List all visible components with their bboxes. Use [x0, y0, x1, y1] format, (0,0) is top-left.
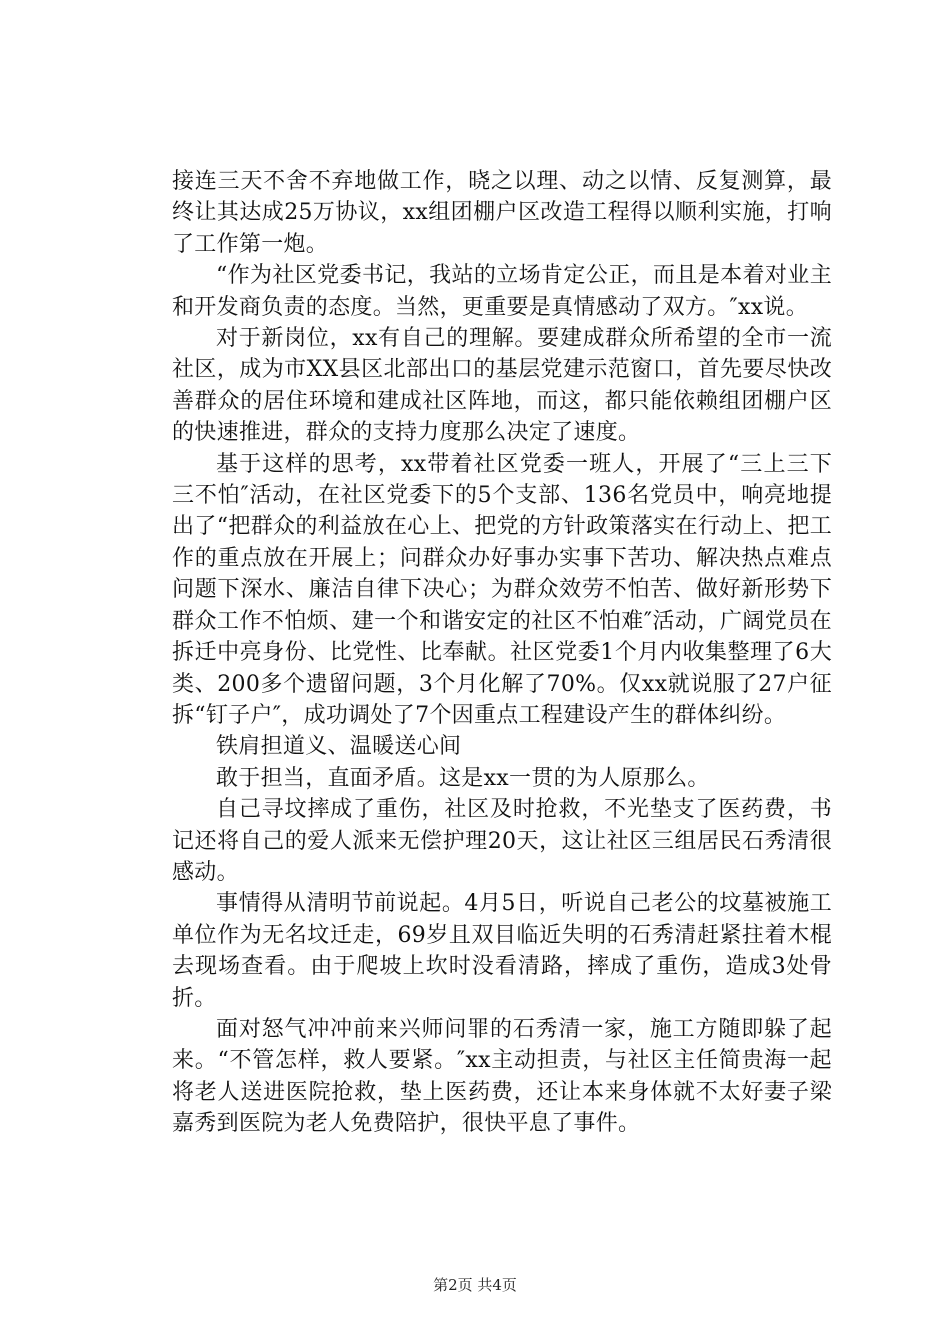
paragraph-3: 对于新岗位，xx有自己的理解。要建成群众所希望的全市一流社区，成为市XX县区北部出口的基层党建示范窗口，首先要尽快改善群众的居住环境和建成社区阵地，而这，都只能依赖组团棚户区的快速推进，群众的支持力度那么决定了速度。	[172, 326, 832, 446]
paragraph-7: 自己寻坟摔成了重伤，社区及时抢救，不光垫支了医药费，书记还将自己的爱人派来无偿护理20天，这让社区三组居民石秀清很感动。	[172, 797, 832, 885]
paragraph-8: 事情得从清明节前说起。4月5日，听说自己老公的坟墓被施工单位作为无名坟迁走，69岁且双目临近失明的石秀清赶紧拄着木棍去现场查看。由于爬坡上坎时没看清路，摔成了重伤，造成3处骨折。	[172, 891, 832, 1011]
paragraph-2: “作为社区党委书记，我站的立场肯定公正，而且是本着对业主和开发商负责的态度。当然，更重要是真情感动了双方。″xx说。	[172, 263, 832, 320]
paragraph-4: 基于这样的思考，xx带着社区党委一班人，开展了“三上三下三不怕″活动，在社区党委下的5个支部、136名党员中，响亮地提出了“把群众的利益放在心上、把党的方针政策落实在行动上、把工作的重点放在开展上；问群众办好事办实事下苦功、解决热点难点问题下深水、廉洁自律下决心；为群众效劳不怕苦、做好新形势下群众工作不怕烦、建一个和谐安定的社区不怕难″活动，广阔党员在拆迁中亮身份、比党性、比奉献。社区党委1个月内收集整理了6大类、200多个遗留问题，3个月化解了70%。仅xx就说服了27户征拆“钉子户″，成功调处了7个因重点工程建设产生的群体纠纷。	[172, 451, 832, 728]
section-heading: 铁肩担道义、温暖送心间	[216, 734, 462, 760]
document-body	[172, 166, 832, 1140]
paragraph-1: 接连三天不舍不弃地做工作，晓之以理、动之以情、反复测算，最终让其达成25万协议，xx组团棚户区改造工程得以顺利实施，打响了工作第一炮。	[172, 169, 832, 257]
page-number-footer: 第2页 共4页	[433, 1276, 517, 1294]
paragraph-9: 面对怒气冲冲前来兴师问罪的石秀清一家，施工方随即躲了起来。“不管怎样，救人要紧。″xx主动担责，与社区主任简贵海一起将老人送进医院抢救，垫上医药费，还让本来身体就不太好妻子梁嘉秀到医院为老人免费陪护，很快平息了事件。	[172, 1016, 832, 1137]
paragraph-6: 敢于担当，直面矛盾。这是xx一贯的为人原那么。	[216, 765, 710, 791]
